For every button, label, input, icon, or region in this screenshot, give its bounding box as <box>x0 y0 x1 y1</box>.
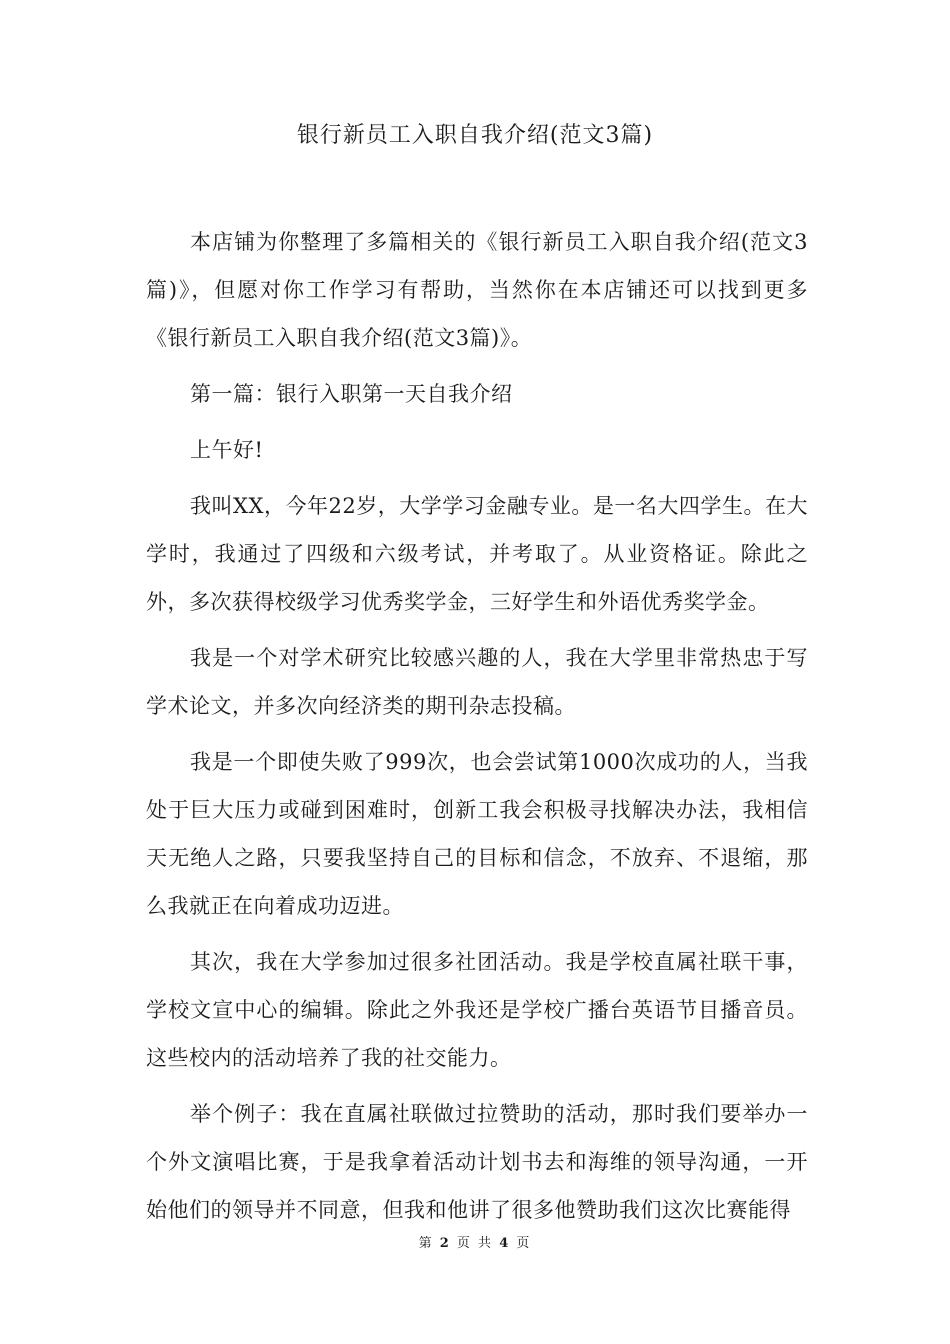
document-title: 银行新员工入职自我介绍(范文3篇) <box>296 123 654 148</box>
paragraph-research: 我是一个对学术研究比较感兴趣的人，我在大学里非常热忠于写学术论文，并多次向经济类的期刊杂志投稿。 <box>146 646 808 718</box>
paragraph-intro: 本店铺为你整理了多篇相关的《银行新员工入职自我介绍(范文3 篇)》，但愿对你工作学习有帮助，当然你在本店铺还可以找到更多《银行新员工入职自我介绍(范文3篇)》。 <box>146 230 808 350</box>
page-footer <box>0 1232 950 1251</box>
section-heading: 第一篇：银行入职第一天自我介绍 <box>190 382 513 406</box>
footer-suffix: 页 <box>516 1236 532 1251</box>
paragraph-activities: 其次，我在大学参加过很多社团活动。我是学校直属社联干事，学校文宣中心的编辑。除此之外我还是学校广播台英语节目播音员。这些校内的活动培养了我的社交能力。 <box>146 950 808 1070</box>
footer-prefix: 第 <box>418 1236 434 1251</box>
paragraph-greeting: 上午好! <box>190 438 264 462</box>
document-body <box>146 218 808 1242</box>
paragraph-example: 举个例子：我在直属社联做过拉赞助的活动，那时我们要举办一个外文演唱比赛，于是我拿着活动计划书去和海维的领导沟通，一开始他们的领导并不同意，但我和他讲了很多他赞助我们这次比赛能得 <box>146 1102 808 1222</box>
paragraph-background: 我叫XX，今年22岁，大学学习金融专业。是一名大四学生。在大学时，我通过了四级和六级考试，并考取了。从业资格证。除此之外，多次获得校级学习优秀奖学金，三好学生和外语优秀奖学金。 <box>146 494 808 614</box>
footer-current-page: 2 <box>439 1236 451 1251</box>
paragraph-persistence: 我是一个即使失败了999次，也会尝试第1000次成功的人，当我处于巨大压力或碰到困难时，创新工我会积极寻找解决办法，我相信天无绝人之路，只要我坚持自己的目标和信念，不放弃、不退缩，那么我就正在向着成功迈进。 <box>146 750 808 918</box>
footer-middle: 页 共 <box>456 1236 494 1251</box>
footer-total-pages: 4 <box>499 1236 511 1251</box>
